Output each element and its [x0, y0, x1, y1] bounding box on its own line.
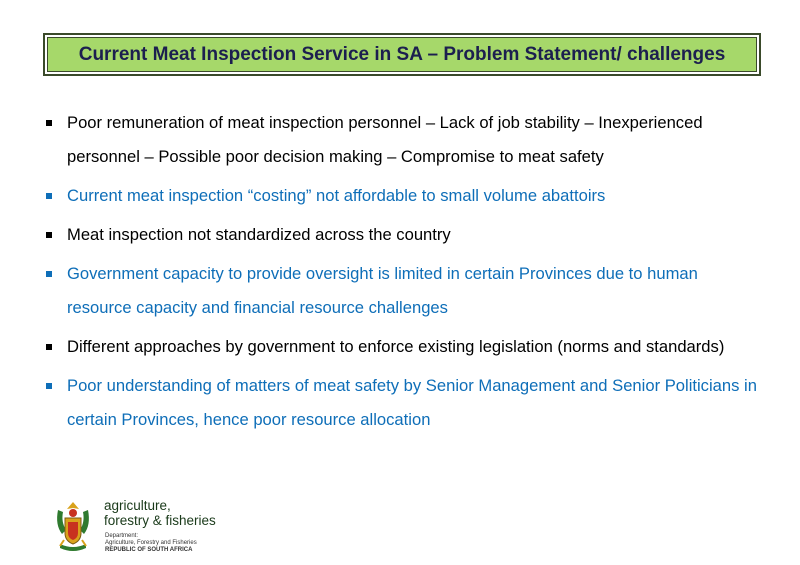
logo-wordmark	[104, 498, 216, 528]
logo-sub-1: Department:	[105, 533, 139, 539]
logo-sub-2: Agriculture, Forestry and Fisheries	[105, 540, 197, 546]
bullet-square-icon	[46, 344, 52, 350]
logo-subtext	[105, 533, 197, 554]
bullet-square-icon	[46, 193, 52, 199]
bullet-text: Poor remuneration of meat inspection personnel – Lack of job stability – Inexperienced personnel – Possible poor decision making – Compromise to meat safety	[67, 113, 703, 166]
department-logo	[52, 498, 252, 560]
logo-line-2: forestry & fisheries	[104, 513, 216, 528]
bullet-text: Poor understanding of matters of meat safety by Senior Management and Senior Politicians in certain Provinces, hence poor resource allocation	[67, 376, 757, 429]
bullet-text: Meat inspection not standardized across the country	[67, 225, 451, 244]
bullet-text: Different approaches by government to enforce existing legislation (norms and standards)	[67, 337, 725, 356]
bullet-square-icon	[46, 120, 52, 126]
bullet-list	[44, 106, 764, 442]
bullet-text: Current meat inspection “costing” not affordable to small volume abattoirs	[67, 186, 606, 205]
bullet-square-icon	[46, 383, 52, 389]
coat-of-arms-icon	[52, 500, 94, 556]
bullet-item	[44, 179, 764, 213]
slide-title: Current Meat Inspection Service in SA – Problem Statement/ challenges	[78, 44, 726, 65]
bullet-square-icon	[46, 271, 52, 277]
bullet-item	[44, 257, 764, 325]
bullet-item	[44, 369, 764, 437]
slide-title-box	[43, 33, 761, 76]
logo-line-1: agriculture,	[104, 498, 171, 513]
bullet-item	[44, 106, 764, 174]
logo-sub-3: REPUBLIC OF SOUTH AFRICA	[105, 547, 193, 553]
bullet-square-icon	[46, 232, 52, 238]
bullet-text: Government capacity to provide oversight is limited in certain Provinces due to human resource capacity and financial resource challenges	[67, 264, 698, 317]
bullet-item	[44, 330, 764, 364]
bullet-item	[44, 218, 764, 252]
